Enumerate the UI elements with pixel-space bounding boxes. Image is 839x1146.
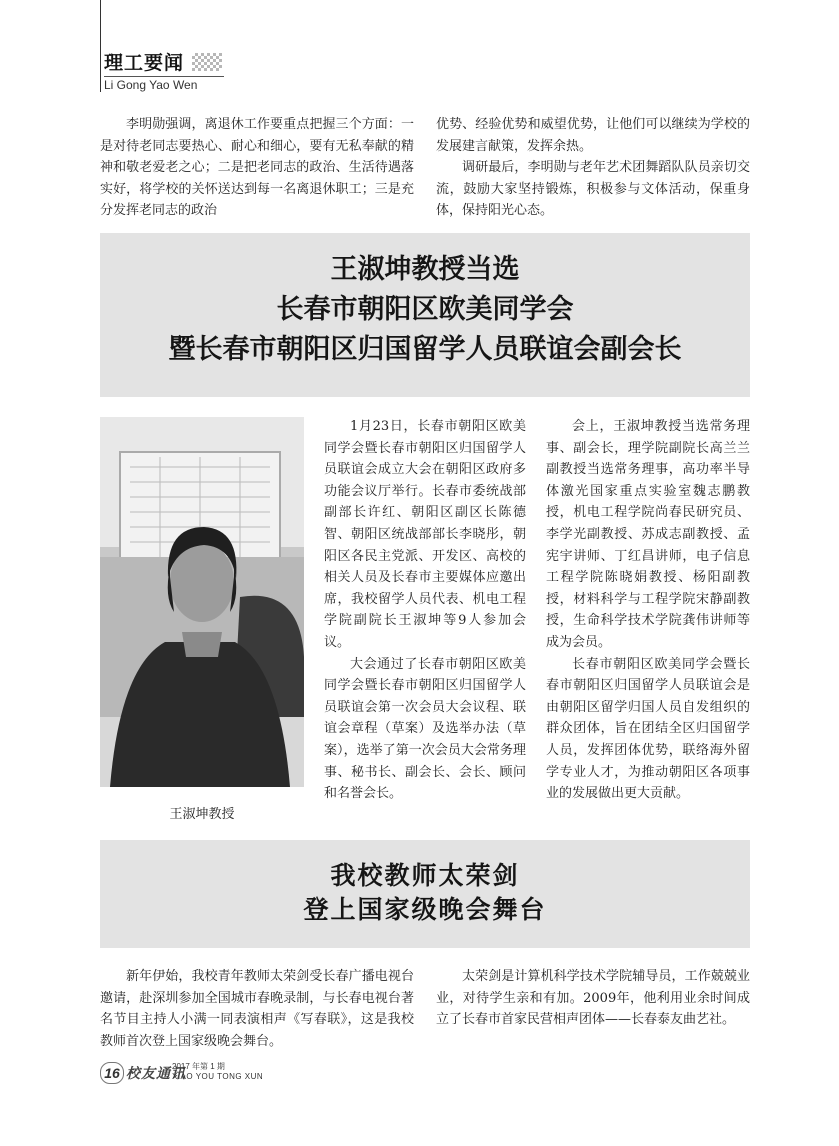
page-footer	[100, 1060, 400, 1084]
article2-column-left	[100, 966, 414, 1052]
article0-column-right	[436, 114, 750, 222]
article1-title-banner	[100, 233, 750, 397]
article1-column-right	[546, 416, 750, 805]
portrait-photo	[100, 417, 304, 787]
article1-title-line: 王淑坤教授当选	[330, 254, 520, 285]
article1-paragraph: 会上，王淑坤教授当选常务理事、副会长，理学院副院长高兰兰副教授当选常务理事，高功率半导体激光国家重点实验室魏志鹏教授，机电工程学院尚春民研究员、李学光副教授、苏成志副教授、孟宪宇讲师、丁红昌讲师，电子信息工程学院陈晓娟教授、杨阳副教授，材料科学与工程学院宋静副教授，生命科学技术学院龚伟讲师等成为会员。	[546, 419, 750, 650]
checker-pattern-icon	[192, 53, 222, 71]
magazine-name: 校友通讯	[126, 1066, 186, 1082]
margin-rule	[100, 0, 101, 92]
article0-paragraph: 调研最后，李明勋与老年艺术团舞蹈队队员亲切交流，鼓励大家坚持锻炼，积极参与文体活动，保重身体，保持阳光心态。	[436, 160, 750, 219]
article1-paragraph: 长春市朝阳区欧美同学会暨长春市朝阳区归国留学人员联谊会是由朝阳区留学归国人员自发组织的群众团体，旨在团结全区归国留学人员，发挥团体优势，联络海外留学专业人才，为推动朝阳区各项事业的发展做出更大贡献。	[546, 656, 750, 802]
article1-column-middle	[324, 416, 526, 805]
photo-caption: 王淑坤教授	[169, 807, 235, 822]
issue-label: 2017 年第 1 期	[172, 1062, 225, 1071]
section-title: 理工要闻	[104, 52, 185, 74]
article2-paragraph: 新年伊始，我校青年教师太荣剑受长春广播电视台邀请，赴深圳参加全国城市春晚录制，与长春电视台著名节目主持人小满一同表演相声《写春联》，这是我校教师首次登上国家级晚会舞台。	[100, 969, 414, 1049]
article2-title-line: 登上国家级晚会舞台	[303, 895, 547, 924]
section-header	[104, 48, 198, 92]
article2-paragraph: 太荣剑是计算机科学技术学院辅导员，工作兢兢业业，对待学生亲和有加。2009年，他利用业余时间成立了长春市首家民营相声团体——长春泰友曲艺社。	[436, 969, 750, 1028]
magazine-pinyin: XIAO YOU TONG XUN	[172, 1072, 264, 1081]
article0-paragraph: 李明勋强调，离退休工作要重点把握三个方面：一是对待老同志要热心、耐心和细心，要有无私奉献的精神和敬老爱老之心；二是把老同志的政治、生活待遇落实好，将学校的关怀送达到每一名离退休职工；三是充分发挥老同志的政治	[100, 117, 414, 219]
article2-title-banner	[100, 840, 750, 948]
article1-paragraph: 1月23日，长春市朝阳区欧美同学会暨长春市朝阳区归国留学人员联谊会成立大会在朝阳区政府多功能会议厅举行。长春市委统战部副部长许红、朝阳区副区长陈德智、朝阳区统战部部长李晓彤，朝阳区各民主党派、开发区、高校的相关人员及长春市主要媒体应邀出席，我校留学人员代表、机电工程学院副院长王淑坤等9人参加会议。	[324, 419, 526, 650]
article1-title-line: 长春市朝阳区欧美同学会	[276, 294, 574, 325]
header-rule	[104, 76, 224, 77]
article2-column-right	[436, 966, 750, 1031]
section-title-pinyin: Li Gong Yao Wen	[104, 78, 198, 92]
article1-paragraph: 大会通过了长春市朝阳区欧美同学会暨长春市朝阳区归国留学人员联谊会第一次会员大会议程、联谊会章程（草案）及选举办法（草案），选举了第一次会员大会常务理事、秘书长、副会长、会长、顾问和名誉会长。	[324, 656, 526, 802]
article2-title-line: 我校教师太荣剑	[330, 861, 520, 890]
page-number: 16	[100, 1062, 124, 1084]
article1-title-line: 暨长春市朝阳区归国留学人员联谊会副会长	[168, 334, 682, 365]
article0-paragraph: 优势、经验优势和威望优势，让他们可以继续为学校的发展建言献策，发挥余热。	[436, 117, 750, 154]
article0-column-left	[100, 114, 414, 222]
